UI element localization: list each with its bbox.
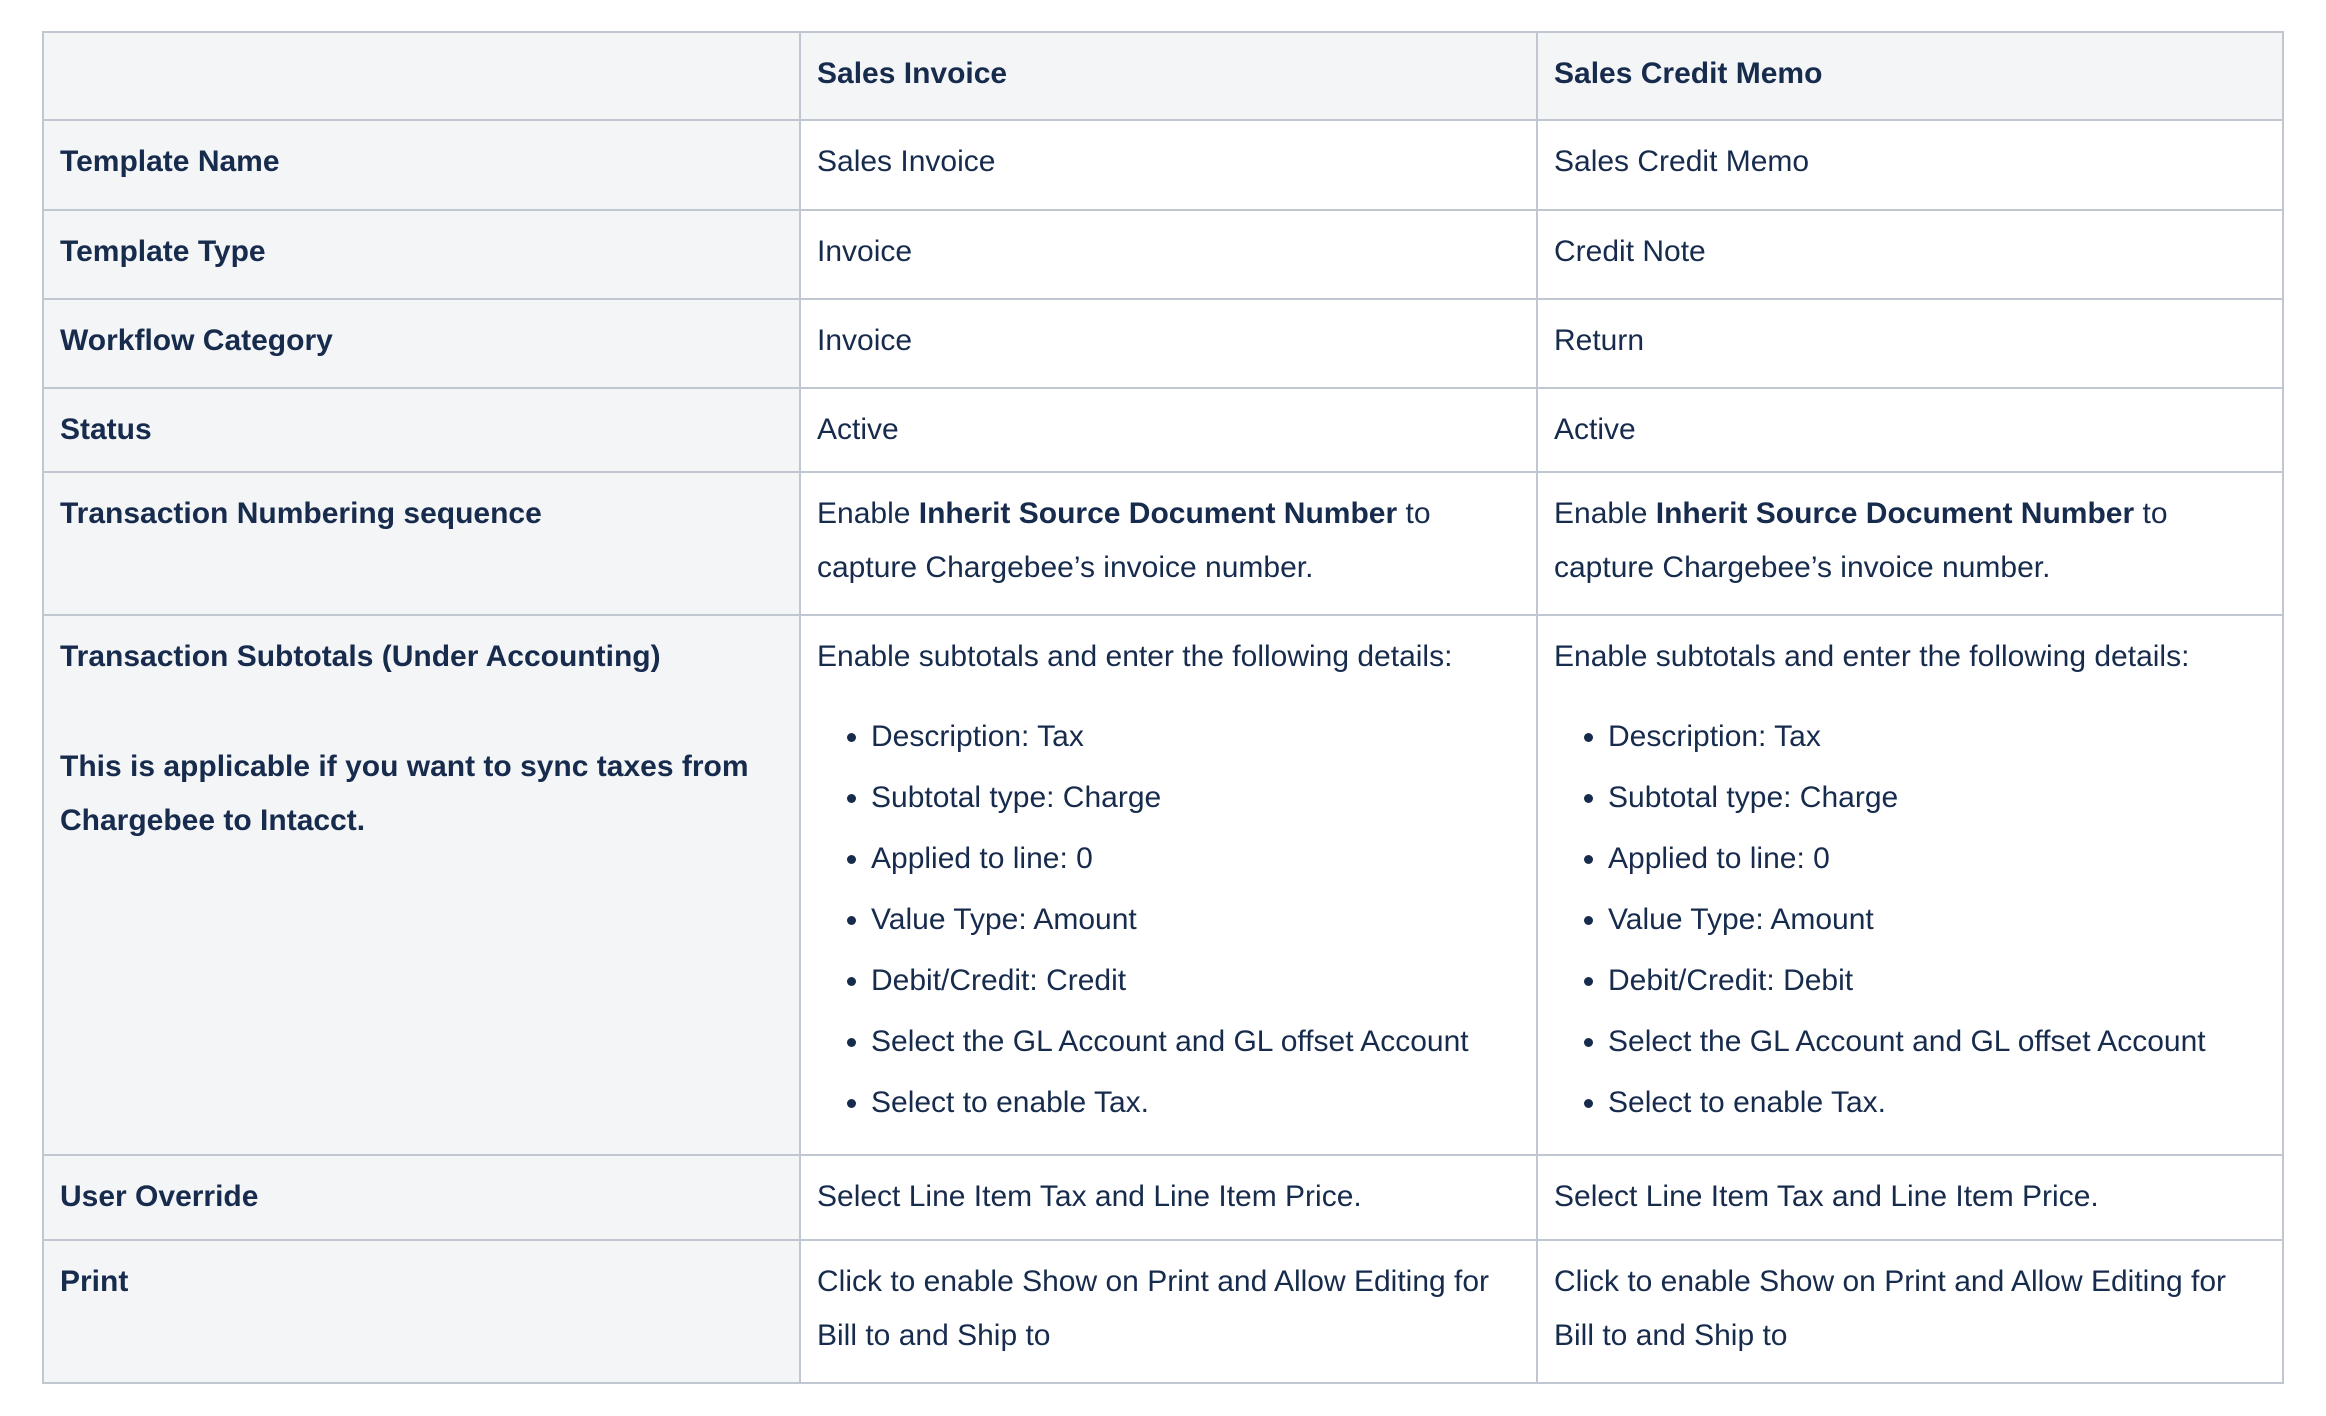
paragraph <box>1554 403 2266 457</box>
text: Active <box>1554 413 1636 446</box>
bold-text: Inherit Source Document Number <box>1655 497 2135 530</box>
column-header-sales-invoice: Sales Invoice <box>800 32 1537 120</box>
table-body <box>43 120 2283 1383</box>
paragraph <box>60 630 783 684</box>
table-row-template-type <box>43 210 2283 299</box>
bullet-item: • Description: Tax <box>871 710 1520 764</box>
text: Sales Credit Memo <box>1554 145 1810 178</box>
cell-workflow-category-col1 <box>800 299 1537 388</box>
bullet-item: • Select to enable Tax. <box>871 1076 1520 1130</box>
bold-text: Transaction Numbering sequence <box>60 497 542 530</box>
bullet-item: • Applied to line: 0 <box>1608 832 2266 886</box>
paragraph <box>817 135 1520 189</box>
cell-workflow-category-col2 <box>1537 299 2283 388</box>
paragraph <box>817 403 1520 457</box>
paragraph <box>817 1255 1520 1363</box>
cell-print-col1 <box>800 1240 1537 1383</box>
cell-transaction-numbering-sequence-col1 <box>800 472 1537 615</box>
row-label-template-type <box>43 210 800 299</box>
bullet-item: • Subtotal type: Charge <box>1608 771 2266 825</box>
paragraph <box>60 314 783 368</box>
text: Invoice <box>817 324 913 357</box>
bullet-list <box>817 710 1520 1130</box>
text: Invoice <box>817 235 913 268</box>
cell-template-name-col1 <box>800 120 1537 210</box>
row-label-user-override <box>43 1155 800 1240</box>
paragraph <box>1554 487 2266 595</box>
bullet-item: • Value Type: Amount <box>1608 893 2266 947</box>
paragraph <box>817 314 1520 368</box>
text: This is applicable if you want to sync taxes from Chargebee to Intacct. <box>60 750 749 837</box>
text: Select Line Item Tax and Line Item Price. <box>817 1180 1362 1213</box>
paragraph <box>60 225 783 279</box>
text: Credit Note <box>1554 235 1706 268</box>
text: to capture Chargebee’s invoice number. <box>817 497 1431 584</box>
cell-user-override-col2 <box>1537 1155 2283 1240</box>
row-label-workflow-category <box>43 299 800 388</box>
bullet-item: • Select to enable Tax. <box>1608 1076 2266 1130</box>
bold-text: Template Type <box>60 235 266 268</box>
cell-template-type-col2 <box>1537 210 2283 299</box>
paragraph <box>60 740 783 848</box>
text: Select Line Item Tax and Line Item Price. <box>1554 1180 2099 1213</box>
table-header-row <box>43 32 2283 120</box>
row-label-transaction-numbering-sequence <box>43 472 800 615</box>
table-row-user-override <box>43 1155 2283 1240</box>
text: Active <box>817 413 899 446</box>
table-row-workflow-category <box>43 299 2283 388</box>
paragraph <box>817 487 1520 595</box>
paragraph <box>1554 1255 2266 1363</box>
text: Enable subtotals and enter the following details: <box>1554 640 2190 673</box>
bullet-item: • Description: Tax <box>1608 710 2266 764</box>
bullet-item: • Debit/Credit: Credit <box>871 954 1520 1008</box>
text: Enable <box>817 497 919 530</box>
paragraph <box>1554 314 2266 368</box>
text: Click to enable Show on Print and Allow Editing for Bill to and Ship to <box>817 1265 1490 1352</box>
paragraph <box>817 225 1520 279</box>
bold-text: User Override <box>60 1180 259 1213</box>
paragraph <box>1554 630 2266 684</box>
paragraph <box>817 1170 1520 1224</box>
cell-user-override-col1 <box>800 1155 1537 1240</box>
paragraph <box>1554 135 2266 189</box>
bullet-item: • Applied to line: 0 <box>871 832 1520 886</box>
column-header-sales-credit-memo: Sales Credit Memo <box>1537 32 2283 120</box>
paragraph <box>60 487 783 541</box>
table-row-transaction-subtotals <box>43 615 2283 1155</box>
table-row-print <box>43 1240 2283 1383</box>
cell-template-name-col2 <box>1537 120 2283 210</box>
table-row-transaction-numbering-sequence <box>43 472 2283 615</box>
paragraph <box>60 135 783 189</box>
paragraph <box>60 403 783 457</box>
table-row-status <box>43 388 2283 472</box>
cell-status-col2 <box>1537 388 2283 472</box>
cell-transaction-subtotals-col2 <box>1537 615 2283 1155</box>
cell-print-col2 <box>1537 1240 2283 1383</box>
text: Enable <box>1554 497 1656 530</box>
comparison-table <box>42 31 2284 1384</box>
paragraph <box>817 630 1520 684</box>
paragraph <box>1554 1170 2266 1224</box>
bold-text: Inherit Source Document Number <box>918 497 1398 530</box>
paragraph <box>1554 225 2266 279</box>
row-label-print <box>43 1240 800 1383</box>
paragraph <box>60 1170 783 1224</box>
bold-text: Print <box>60 1265 129 1298</box>
bullet-list <box>1554 710 2266 1130</box>
table-row-template-name <box>43 120 2283 210</box>
bold-text: Template Name <box>60 145 280 178</box>
bold-text: Workflow Category <box>60 324 333 357</box>
bullet-item: • Select the GL Account and GL offset Account <box>1608 1015 2266 1069</box>
corner-header-cell <box>43 32 800 120</box>
bullet-item: • Subtotal type: Charge <box>871 771 1520 825</box>
bullet-item: • Value Type: Amount <box>871 893 1520 947</box>
text: Enable subtotals and enter the following details: <box>817 640 1453 673</box>
paragraph <box>60 1255 783 1309</box>
row-label-template-name <box>43 120 800 210</box>
cell-transaction-numbering-sequence-col2 <box>1537 472 2283 615</box>
document-body <box>42 31 2284 1384</box>
row-label-status <box>43 388 800 472</box>
bullet-item: • Debit/Credit: Debit <box>1608 954 2266 1008</box>
text: Click to enable Show on Print and Allow Editing for Bill to and Ship to <box>1554 1265 2227 1352</box>
bullet-item: • Select the GL Account and GL offset Account <box>871 1015 1520 1069</box>
bold-text: Status <box>60 413 152 446</box>
row-label-transaction-subtotals <box>43 615 800 1155</box>
cell-status-col1 <box>800 388 1537 472</box>
cell-template-type-col1 <box>800 210 1537 299</box>
text: Return <box>1554 324 1645 357</box>
bold-text: Transaction Subtotals (Under Accounting) <box>60 640 661 673</box>
text: to capture Chargebee’s invoice number. <box>1554 497 2168 584</box>
cell-transaction-subtotals-col1 <box>800 615 1537 1155</box>
text: Sales Invoice <box>817 145 996 178</box>
